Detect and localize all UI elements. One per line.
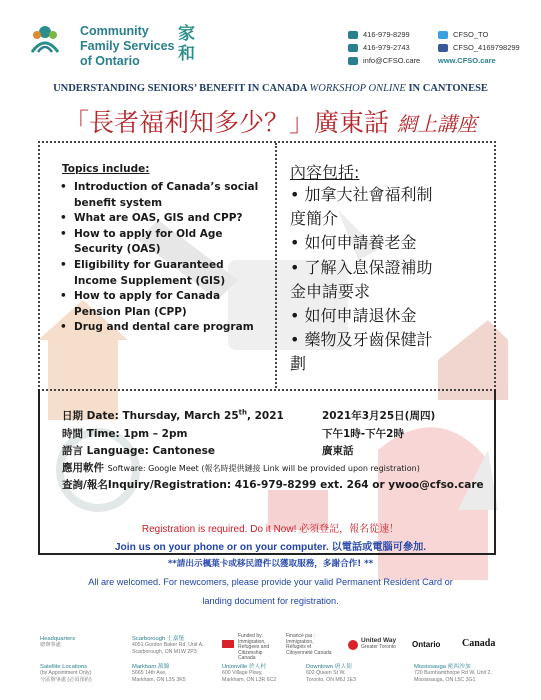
scarborough-addr2: Scarborough, ON M1W 2P3 [132,648,197,655]
footer-hq [40,636,75,649]
subtitle-workshop: WORKSHOP ONLINE [309,83,406,94]
downtown-addr2: Toronto, ON M6J 1E3 [306,676,356,683]
downtown-addr1: 602 Queen St W, [306,670,346,677]
twitter-contact[interactable] [438,30,488,39]
date-suffix: th [238,408,247,417]
list-item: 劃 [290,354,307,374]
topics-en-heading: Topics include: [62,163,150,175]
subtitle-prefix: UNDERSTANDING SENIORS’ BENEFIT IN CANADA [53,83,307,94]
markham-addr1: 5665 14th Ave, [132,670,167,677]
list-item: 度簡介 [290,209,339,229]
mississauga-addr2: Mississauga, ON L5C 3G1 [414,676,476,683]
software-text: Software: Google Meet (報名時提供鏈接 Link will be provided upon registration) [107,464,420,473]
event-date-zh: 2021年3月25日(周四) [322,410,436,422]
satellite-zh: 分區辦事處 (必須預約) [40,676,92,683]
join-note: Join us on your phone or on your computer. 以電話或電腦可參加. [114,542,427,553]
org-name [80,24,175,69]
org-name-line2: Family Services [80,39,175,53]
website-link[interactable]: www.CFSO.care [438,56,496,65]
subtitle-suffix: IN CANTONESE [408,83,488,94]
topics-zh-list [290,183,480,377]
canada-flag-icon [222,640,234,648]
list-item: • What are OAS, GIS and CPP? [58,211,268,227]
welcome-note [0,573,541,611]
list-item: • 了解入息保證補助 [290,257,433,277]
satellite-title: Satellite Locations [40,664,88,670]
satellite-sub: (by Appointment Only) [40,670,92,677]
unionville-addr1: 600 Village Pkwy, [222,670,263,677]
list-item: • How to apply for Canada Pension Plan (CPP) [58,289,268,320]
list-item: • Introduction of Canada’s social benefit system [58,180,268,211]
page-title [0,103,541,139]
markham-title: Markham 萬錦 [132,664,170,670]
registration-required: Registration is required. Do it Now! 必須登記，報名從速！ [141,524,400,535]
software-label: 應用軟件 [62,462,104,474]
org-chinese-char-1: 家 [178,24,195,44]
cfso-logo-icon [28,22,62,56]
event-time-zh: 下午1時-下午2時 [322,428,404,440]
date-year: , 2021 [246,410,284,422]
event-date [62,408,284,423]
welcome-line-1: All are welcomed. For newcomers, please provide your valid Permanent Resident Card or [88,577,453,587]
event-time: 時間 Time: 1pm – 2pm [62,428,188,440]
markham-addr2: Markham, ON L3S 3K5 [132,676,186,683]
footer-scarborough [132,636,204,655]
twitter-handle[interactable]: CFSO_TO [453,30,489,39]
list-item: • 如何申請退休金 [290,306,417,326]
fax-contact [348,43,410,52]
facebook-contact[interactable] [438,43,520,52]
footer-satellite [40,664,92,683]
list-item: • Drug and dental care program [58,320,268,336]
list-item: • 加拿大社會福利制 [290,185,433,204]
united-way-name: United Way [361,637,397,644]
mississauga-addr1: 720 Burnhamthorpe Rd W, Unit 2, [414,670,492,677]
list-item: • 如何申請養老金 [290,233,417,253]
funded-by [238,634,278,662]
hq-zh: 總辦事處 [40,642,61,649]
united-way-sub: Greater Toronto [361,644,396,650]
footer-unionville [222,664,276,683]
hq-title: Headquarters [40,636,76,642]
ircc-fr: Immigration, Réfugiés et Citoyenneté Canada [286,638,332,656]
funded-by-label: Funded by: [238,633,264,639]
footer-mississauga [414,664,492,683]
phone-contact [348,30,410,39]
event-inquiry [62,477,484,492]
fax-number: 416-979-2743 [363,43,410,52]
topics-zh-heading: 內容包括: [290,163,360,182]
twitter-icon [438,31,448,39]
united-way-logo-icon [348,640,358,650]
phone-number: 416-979-8299 [363,30,410,39]
title-main: 「長者福利知多少？」廣東話 [64,108,390,137]
inquiry-label: 查詢/報名 [62,479,108,491]
event-language: 語言 Language: Cantonese [62,445,215,457]
financed-by [286,634,332,656]
ircc-en: Immigration, Refugees and Citizenship Canada [238,638,270,662]
email-icon [348,57,358,65]
phone-icon [348,31,358,39]
canada-wordmark: Canada [462,638,496,649]
event-software [62,460,420,475]
event-subtitle [0,83,541,94]
united-way [361,638,396,650]
list-item: • How to apply for Old Age Security (OAS) [58,227,268,258]
unionville-addr2: Markham, ON L3R 6C2 [222,676,277,683]
scarborough-addr1: 4051 Gordon Baker Rd. Unit A, [132,642,204,649]
welcome-line-2: landing document for registration. [202,596,339,606]
mississauga-title: Mississauga 密西沙加 [414,664,471,670]
org-chinese-name [178,24,195,64]
org-chinese-char-2: 和 [178,44,195,64]
email-contact[interactable] [348,56,420,65]
fax-icon [348,44,358,52]
email-address[interactable]: info@CFSO.care [363,56,421,65]
org-name-line3: of Ontario [80,54,140,68]
title-italic: 網上講座 [396,112,477,136]
facebook-icon [438,44,448,52]
inquiry-text[interactable]: Inquiry/Registration: 416-979-8299 ext. 264 or ywoo@cfso.care [107,479,484,491]
downtown-title: Downtown 唐人街 [306,664,353,670]
topics-divider [275,143,277,388]
list-item: 金申請要求 [290,281,371,301]
facebook-handle[interactable]: CFSO_4169798299 [453,43,520,52]
list-item: • Eligibility for Guaranteed Income Supplement (GIS) [58,258,268,289]
ontario-logo: Ontario [412,640,441,649]
date-text: 日期 Date: Thursday, March 25 [62,410,239,422]
event-language-zh: 廣東話 [322,445,354,457]
list-item: • 藥物及牙齒保健計 [290,330,433,350]
footer-downtown [306,664,356,683]
footer-markham [132,664,186,683]
financed-by-label: Financé par : [286,633,316,639]
org-name-line1: Community [80,24,149,38]
scarborough-title: Scarborough 士嘉堡 [132,636,185,642]
topics-en-list [58,180,268,336]
unionville-title: Unionville 於人村 [222,664,267,670]
card-note: **請出示楓葉卡或移民證件以獲取服務，多謝合作! ** [167,559,374,569]
